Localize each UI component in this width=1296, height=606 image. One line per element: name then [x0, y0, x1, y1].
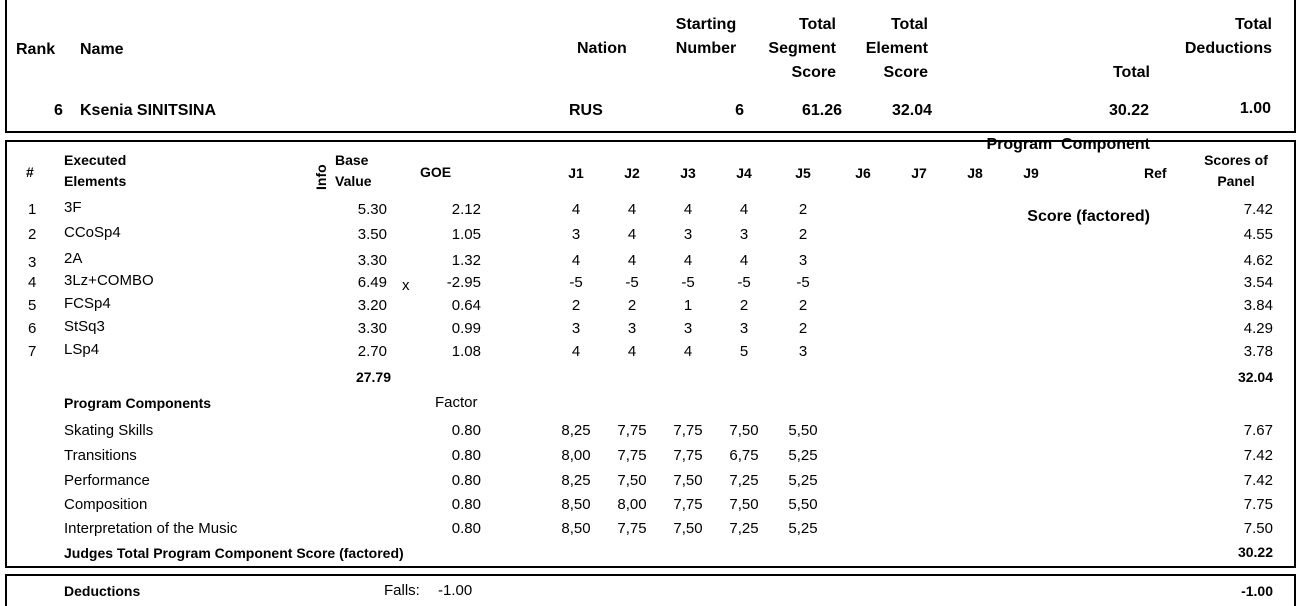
pcs-panel-score: 7.50 [1243, 520, 1273, 537]
element-judge-score: 3 [798, 252, 808, 269]
pcs-judge-score: 7,75 [673, 496, 703, 513]
element-goe: 0.64 [451, 297, 481, 314]
element-num: 2 [28, 226, 37, 243]
col-executed-header: Executed Elements [64, 152, 127, 189]
total-pcs-header: Total Program Component Score (factored) [986, 64, 1150, 225]
col-base-header: Base Value [335, 152, 372, 189]
elements-base-total: 27.79 [355, 369, 391, 385]
element-judge-score: 3 [739, 320, 749, 337]
pcs-judge-score: 7,75 [673, 447, 703, 464]
element-judge-score: 4 [683, 343, 693, 360]
element-judge-score: 4 [571, 343, 581, 360]
col-ref-header: Ref [1144, 165, 1167, 181]
element-name: 3Lz+COMBO [64, 272, 154, 289]
element-num: 5 [28, 297, 37, 314]
judge-header: J1 [568, 165, 584, 181]
col-goe-header: GOE [420, 164, 452, 180]
element-goe: 2.12 [451, 201, 481, 218]
pcs-judge-score: 8,50 [561, 520, 591, 537]
skater-name: Ksenia SINITSINA [80, 102, 217, 119]
element-judge-score: 4 [683, 252, 693, 269]
pcs-component-name: Composition [64, 496, 148, 513]
total-segment-score-header: Total Segment Score [768, 16, 836, 81]
pcs-judge-score: 5,50 [788, 422, 818, 439]
element-judge-score: 4 [627, 201, 637, 218]
skater-rank: 6 [54, 102, 63, 119]
judge-header: J8 [967, 165, 983, 181]
pcs-judge-score: 7,75 [617, 447, 647, 464]
judge-header: J3 [680, 165, 696, 181]
nation-header: Nation [577, 40, 627, 57]
element-name: CCoSp4 [64, 224, 121, 241]
rank-header: Rank [16, 41, 56, 58]
element-judge-score: 4 [627, 226, 637, 243]
element-judge-score: 3 [571, 226, 581, 243]
program-components-title: Program Components [64, 395, 212, 411]
pcs-component-name: Interpretation of the Music [64, 520, 238, 537]
total-deductions-header: Total Deductions [1184, 16, 1272, 57]
pcs-judge-score: 5,25 [788, 520, 818, 537]
element-judge-score: 2 [798, 297, 808, 314]
pcs-factor: 0.80 [451, 447, 481, 464]
element-panel-score: 3.78 [1243, 343, 1273, 360]
judge-header: J5 [795, 165, 811, 181]
element-name: StSq3 [64, 318, 105, 335]
element-judge-score: 1 [683, 297, 693, 314]
pcs-factor: 0.80 [451, 520, 481, 537]
element-name: LSp4 [64, 341, 100, 358]
element-judge-score: 4 [683, 201, 693, 218]
element-goe: -2.95 [446, 274, 481, 291]
element-judge-score: 2 [627, 297, 637, 314]
col-info-header: Info [313, 164, 329, 190]
element-judge-score: 3 [798, 343, 808, 360]
pcs-judge-score: 5,50 [788, 496, 818, 513]
element-judge-score: 2 [798, 320, 808, 337]
pcs-judge-score: 7,50 [617, 472, 647, 489]
element-judge-score: 4 [571, 201, 581, 218]
element-panel-score: 4.55 [1243, 226, 1273, 243]
pcs-judge-score: 8,00 [617, 496, 647, 513]
pcs-factor: 0.80 [451, 422, 481, 439]
pcs-panel-score: 7.67 [1243, 422, 1273, 439]
element-num: 6 [28, 320, 37, 337]
element-judge-score: 4 [627, 343, 637, 360]
judge-header: J4 [736, 165, 752, 181]
pcs-judge-score: 5,25 [788, 447, 818, 464]
element-base-value: 6.49 [357, 274, 387, 291]
element-base-value: 2.70 [357, 343, 387, 360]
element-judge-score: 3 [683, 320, 693, 337]
element-base-value: 3.30 [357, 320, 387, 337]
pcs-factor: 0.80 [451, 472, 481, 489]
pcs-judge-score: 6,75 [729, 447, 759, 464]
pcs-judge-score: 8,25 [561, 472, 591, 489]
element-goe: 1.08 [451, 343, 481, 360]
element-panel-score: 7.42 [1243, 201, 1273, 218]
judge-header: J7 [911, 165, 927, 181]
pcs-judge-score: 5,25 [788, 472, 818, 489]
skater-starting-number: 6 [735, 102, 744, 119]
judge-header: J9 [1023, 165, 1039, 181]
element-judge-score: 3 [683, 226, 693, 243]
element-name: FCSp4 [64, 295, 111, 312]
element-judge-score: 3 [571, 320, 581, 337]
name-header: Name [80, 41, 124, 58]
falls-value: -1.00 [438, 582, 473, 599]
pcs-panel-score: 7.42 [1243, 447, 1273, 464]
skater-total-pcs: 30.22 [1108, 102, 1149, 119]
element-base-value: 3.30 [357, 252, 387, 269]
element-num: 7 [28, 343, 37, 360]
pcs-judge-score: 7,75 [617, 422, 647, 439]
element-judge-score: -5 [681, 274, 695, 291]
pcs-component-name: Transitions [64, 447, 137, 464]
col-panel-header: Scores of Panel [1204, 152, 1268, 189]
starting-number-header: Starting Number [675, 16, 737, 57]
element-judge-score: -5 [796, 274, 810, 291]
skater-total-deductions: 1.00 [1239, 100, 1271, 117]
pcs-judge-score: 8,00 [561, 447, 591, 464]
col-num-header: # [26, 164, 34, 180]
judge-header: J2 [624, 165, 640, 181]
element-judge-score: 5 [739, 343, 749, 360]
factor-header: Factor [435, 394, 478, 411]
pcs-panel-score: 7.42 [1243, 472, 1273, 489]
elements-panel-total: 32.04 [1237, 369, 1273, 385]
pcs-judge-score: 8,25 [561, 422, 591, 439]
pcs-total-label: Judges Total Program Component Score (factored) [64, 545, 404, 561]
element-judge-score: 4 [627, 252, 637, 269]
element-info: x [402, 277, 410, 294]
element-judge-score: 2 [739, 297, 749, 314]
element-judge-score: -5 [625, 274, 639, 291]
pcs-judge-score: 7,75 [673, 422, 703, 439]
falls-label: Falls: [384, 582, 420, 599]
skater-total-segment-score: 61.26 [801, 102, 842, 119]
total-element-score-header: Total Element Score [865, 16, 928, 81]
element-judge-score: -5 [569, 274, 583, 291]
skater-total-element-score: 32.04 [891, 102, 932, 119]
pcs-judge-score: 7,25 [729, 472, 759, 489]
pcs-judge-score: 7,50 [673, 520, 703, 537]
pcs-judge-score: 7,50 [729, 496, 759, 513]
skater-nation: RUS [569, 102, 603, 119]
pcs-judge-score: 8,50 [561, 496, 591, 513]
element-judge-score: 4 [571, 252, 581, 269]
element-panel-score: 4.62 [1243, 252, 1273, 269]
pcs-judge-score: 7,25 [729, 520, 759, 537]
element-goe: 1.05 [451, 226, 481, 243]
element-judge-score: 3 [627, 320, 637, 337]
pcs-component-name: Performance [64, 472, 150, 489]
element-num: 1 [28, 201, 37, 218]
pcs-total-value: 30.22 [1237, 544, 1273, 560]
element-judge-score: 4 [739, 201, 749, 218]
pcs-judge-score: 7,75 [617, 520, 647, 537]
element-num: 4 [28, 274, 37, 291]
element-judge-score: 2 [571, 297, 581, 314]
element-judge-score: -5 [737, 274, 751, 291]
deductions-total: -1.00 [1241, 583, 1273, 599]
element-base-value: 5.30 [357, 201, 387, 218]
element-judge-score: 2 [798, 226, 808, 243]
pcs-judge-score: 7,50 [673, 472, 703, 489]
judge-header: J6 [855, 165, 871, 181]
element-goe: 1.32 [451, 252, 481, 269]
element-panel-score: 4.29 [1243, 320, 1273, 337]
pcs-factor: 0.80 [451, 496, 481, 513]
element-base-value: 3.20 [357, 297, 387, 314]
pcs-judge-score: 7,50 [729, 422, 759, 439]
element-num: 3 [28, 254, 37, 271]
pcs-panel-score: 7.75 [1243, 496, 1273, 513]
element-goe: 0.99 [451, 320, 481, 337]
element-panel-score: 3.54 [1243, 274, 1273, 291]
element-base-value: 3.50 [357, 226, 387, 243]
element-judge-score: 2 [798, 201, 808, 218]
element-name: 2A [64, 250, 83, 267]
deductions-label: Deductions [64, 583, 141, 599]
element-name: 3F [64, 199, 82, 216]
element-panel-score: 3.84 [1243, 297, 1273, 314]
element-judge-score: 4 [739, 252, 749, 269]
deductions-box [5, 574, 1296, 606]
element-judge-score: 3 [739, 226, 749, 243]
pcs-component-name: Skating Skills [64, 422, 154, 439]
